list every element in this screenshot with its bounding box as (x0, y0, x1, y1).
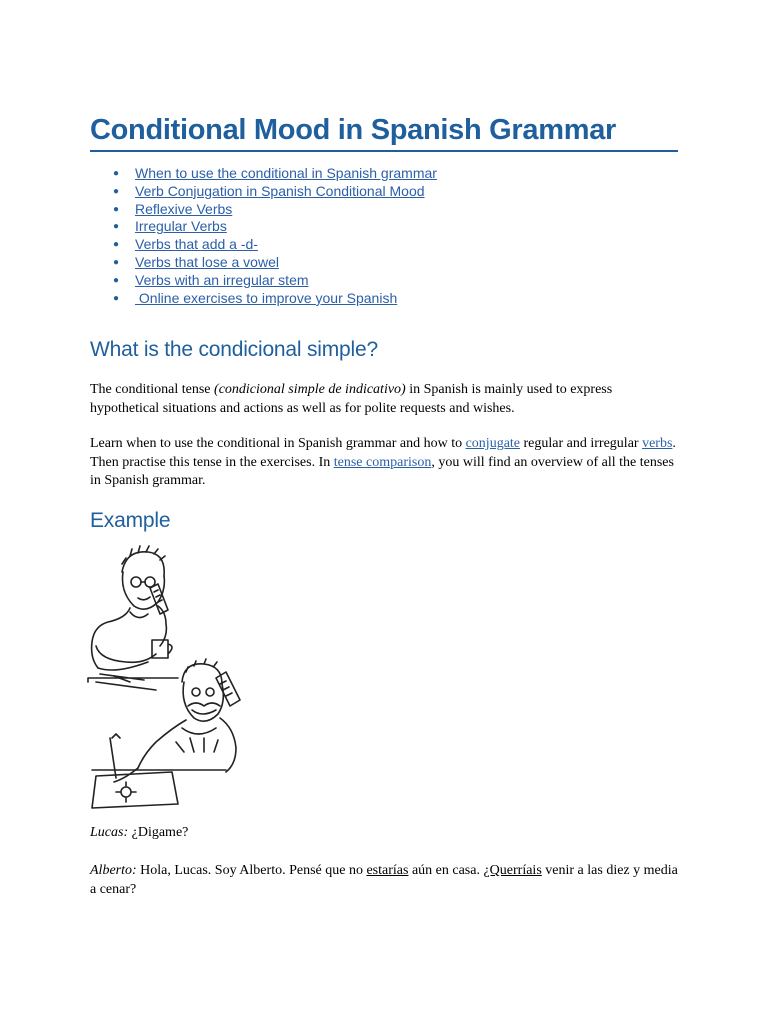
toc-item (110, 290, 437, 308)
text-run: venir a las diez y media a cenar? (90, 863, 678, 897)
toc-link-verbs-add-d[interactable]: Verbs that add a -d- (135, 236, 258, 253)
speaker-lucas: Lucas: (90, 825, 129, 840)
text-run: Hola, Lucas. Soy Alberto. Pensé que no (136, 863, 367, 878)
toc-item (110, 183, 437, 201)
page-title: Conditional Mood in Spanish Grammar (90, 112, 678, 152)
toc-link-reflexive-verbs[interactable]: Reflexive Verbs (135, 200, 233, 217)
toc-item (110, 201, 437, 219)
link-verbs[interactable]: verbs (642, 436, 673, 451)
bullet-icon: ● (113, 185, 120, 197)
toc-item (110, 218, 437, 236)
heading-condicional-simple: What is the condicional simple? (90, 338, 378, 361)
dialogue-line-alberto (90, 862, 680, 899)
bullet-icon: ● (113, 292, 120, 304)
bullet-icon: ● (113, 203, 120, 215)
heading-example: Example (90, 509, 171, 532)
link-conjugate[interactable]: conjugate (465, 436, 521, 451)
bullet-icon: ● (113, 168, 120, 179)
toc-item (110, 272, 437, 290)
learn-paragraph (90, 435, 680, 491)
toc-link-when-to-use[interactable]: When to use the conditional in Spanish grammar (135, 165, 437, 181)
intro-paragraph (90, 381, 680, 418)
text-run: aún en casa. (408, 863, 484, 878)
text-run: in Spanish is mainly used to express hypothetical situations and actions as well as for polite requests and wishes. (90, 382, 613, 416)
lucas-figure (88, 546, 178, 690)
bullet-icon: ● (113, 274, 120, 286)
toc-link-verbs-lose-vowel[interactable]: Verbs that lose a vowel (135, 253, 279, 270)
link-tense-comparison[interactable]: tense comparison (333, 454, 432, 470)
bullet-icon: ● (113, 221, 120, 233)
underlined-verb-estarias: estarías (366, 863, 409, 878)
text-run: regular and irregular (520, 436, 643, 451)
toc-link-verb-conjugation[interactable]: Verb Conjugation in Spanish Conditional Mood (135, 182, 425, 199)
text-run: , you will find an overview of all the tenses in Spanish grammar. (90, 454, 674, 488)
text-run: . Then practise this tense in the exercises. In (90, 436, 676, 470)
bullet-icon: ● (113, 256, 120, 268)
phone-call-illustration (86, 542, 266, 810)
toc-link-irregular-verbs[interactable]: Irregular Verbs (135, 218, 227, 235)
text-run-italic: (condicional simple de indicativo) (214, 382, 406, 397)
toc-item (110, 254, 437, 272)
underlined-verb-querriais: ¿Querríais (483, 863, 542, 878)
speaker-alberto: Alberto: (90, 863, 137, 878)
text-run: ¿Digame? (128, 825, 189, 840)
text-run: The conditional tense (90, 382, 215, 397)
dialogue-line-lucas (90, 824, 680, 843)
bullet-icon: ● (113, 239, 120, 251)
toc-link-irregular-stem[interactable]: Verbs with an irregular stem (135, 271, 309, 288)
table-of-contents (110, 165, 437, 307)
toc-link-online-exercises[interactable]: Online exercises to improve your Spanish (135, 289, 398, 306)
text-run: Learn when to use the conditional in Spanish grammar and how to (90, 436, 466, 451)
toc-item (110, 165, 437, 183)
toc-item (110, 236, 437, 254)
alberto-figure (92, 659, 240, 808)
